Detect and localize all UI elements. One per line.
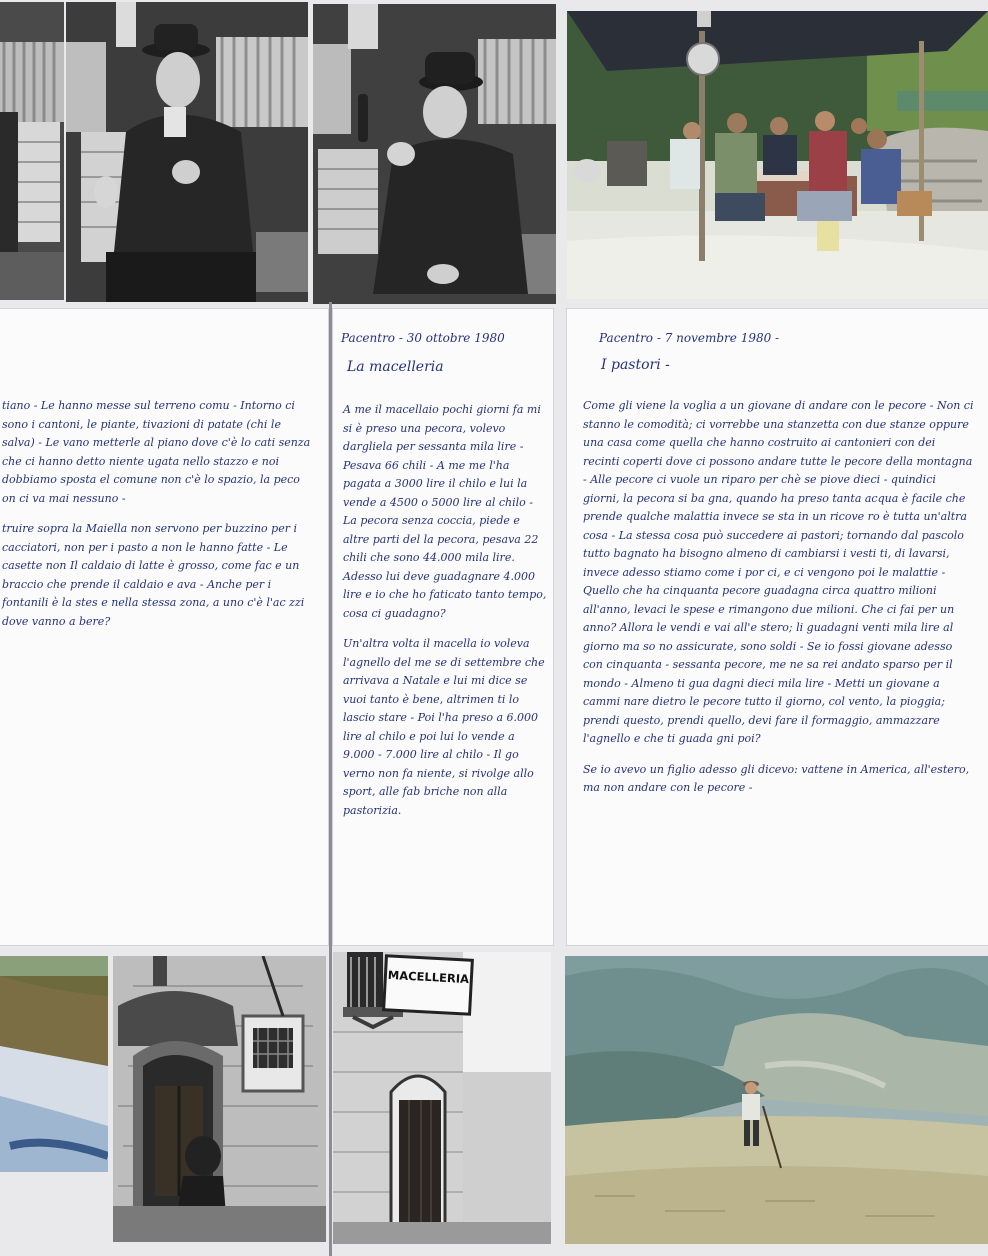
middle-column-text [343, 401, 547, 832]
photo-man-with-hat-2 [313, 4, 556, 304]
right-paragraph-2: Se io avevo un figlio adesso gli dicevo: vattene in America, all'estero, ma non andare con le pecore - [583, 762, 970, 794]
right-date: Pacentro - 7 novembre 1980 - [599, 331, 780, 345]
photo-interior-cropped [0, 2, 64, 300]
macelleria-sign-text: MACELLERIA [387, 967, 470, 987]
photo-man-with-hat-1 [66, 2, 308, 302]
column-divider [329, 302, 332, 1256]
right-paragraph-1: Come gli viene la voglia a un giovane di andare con le pecore - Non ci stanno le comodità; ci vorrebbe una stanzetta con due stanze oppure una casa come quella che hanno costruito ai cantonieri con dei recinti coperti dove ci possono andare tutte le pecore della montagna - Alle pecore ci vuole un riparo per chè se piove dieci - quindici giorni, la pecora si ba gna, quando ha preso tanta acqua è facile che prende qualche malattia invece se sta in un ricove ro è tutta un'altra cosa - La stessa cosa può succedere ai pastori; tornando dal pascolo tutto bagnato ha bisogno almeno di cambiarsi i vesti ti, di lavarsi, invece adesso stiamo come i por ci, e ci vengono poi le malattie - Quello che ha cinquanta pecore guadagna circa quattro milioni all'anno, levaci le spese e rimangono due milioni. Che ci fai per un anno? Allora le vendi e vai all'e stero; li guadagni venti mila lire al giorno ma so no assicurate, sono soldi - Se io fossi giovane adesso con cinquanta - sessanta pecore, me ne sa rei andato sparso per il mondo - Almeno ti gua dagni dieci mila lire - Metti un giovane a cammi nare dietro le pecore tutto il giorno, col vento, la pioggia; prendi questo, prendi quello, devi fare il formaggio, ammazzare l'agnello e che ti guada gni poi? [583, 399, 974, 745]
left-paragraph-2: truire sopra la Maiella non servono per buzzino per i cacciatori, non per i pasto a non le hanno fatte - Le casette non Il caldaio di latte è grosso, come fac e un braccio che prende il caldaio e ava - Anche per i fontanili è la stes e nella stessa zona, a uno c'è l'ac zzi dove vanno a bere? [2, 522, 305, 628]
middle-paragraph-2: Un'altra volta il macella io voleva l'agnello del me se di settembre che arrivava a Natale e lui mi dice se vuoi tanto è bene, altrimen ti lo lascio stare - Poi l'ha preso a 6.000 lire al chilo e poi lui lo vende a 9.000 - 7.000 lire al chilo - Il go verno non fa niente, si rivolge allo sport, alle fab briche non alla pastorizia. [343, 637, 545, 817]
left-text-panel [0, 309, 328, 945]
right-text-panel [567, 309, 988, 945]
middle-date: Pacentro - 30 ottobre 1980 [341, 331, 505, 345]
right-column-text [583, 397, 975, 810]
left-paragraph-1: tiano - Le hanno messe sul terreno comu - Intorno ci sono i cantoni, le piante, tivazioni di patate (chi le salva) - Le vano metterle al piano dove c'è lo cati senza che ci hanno detto niente ugata nello stazzo e noi dobbiamo sposta el comune non c'è lo spazio, la peco on ci va mai nessuno - [2, 399, 311, 505]
photo-butcher-shop [333, 952, 551, 1244]
photo-shepherds-outdoor-gathering [567, 11, 988, 299]
left-column-text [2, 397, 314, 643]
right-title: I pastori - [601, 357, 670, 373]
middle-paragraph-1: A me il macellaio pochi giorni fa mi si è preso una pecora, volevo dargliela per sessanta mila lire - Pesava 66 chili - A me me l'ha pagata a 3000 lire il chilo e lui la vende a 4500 o 5000 lire al chilo - La pecora senza coccia, piede e altre parti del la pecora, pesava 22 chili che sono 44.000 mila lire. Adesso lui deve guadagnare 4.000 lire e io che ho faticato tanto tempo, cosa ci guadagno? [343, 403, 547, 620]
middle-title: La macelleria [347, 359, 444, 375]
middle-text-panel [333, 309, 553, 945]
photo-ornate-doorway [113, 956, 326, 1242]
photo-shepherd-on-hillside [565, 956, 988, 1244]
photo-mountain-slope [0, 956, 108, 1172]
